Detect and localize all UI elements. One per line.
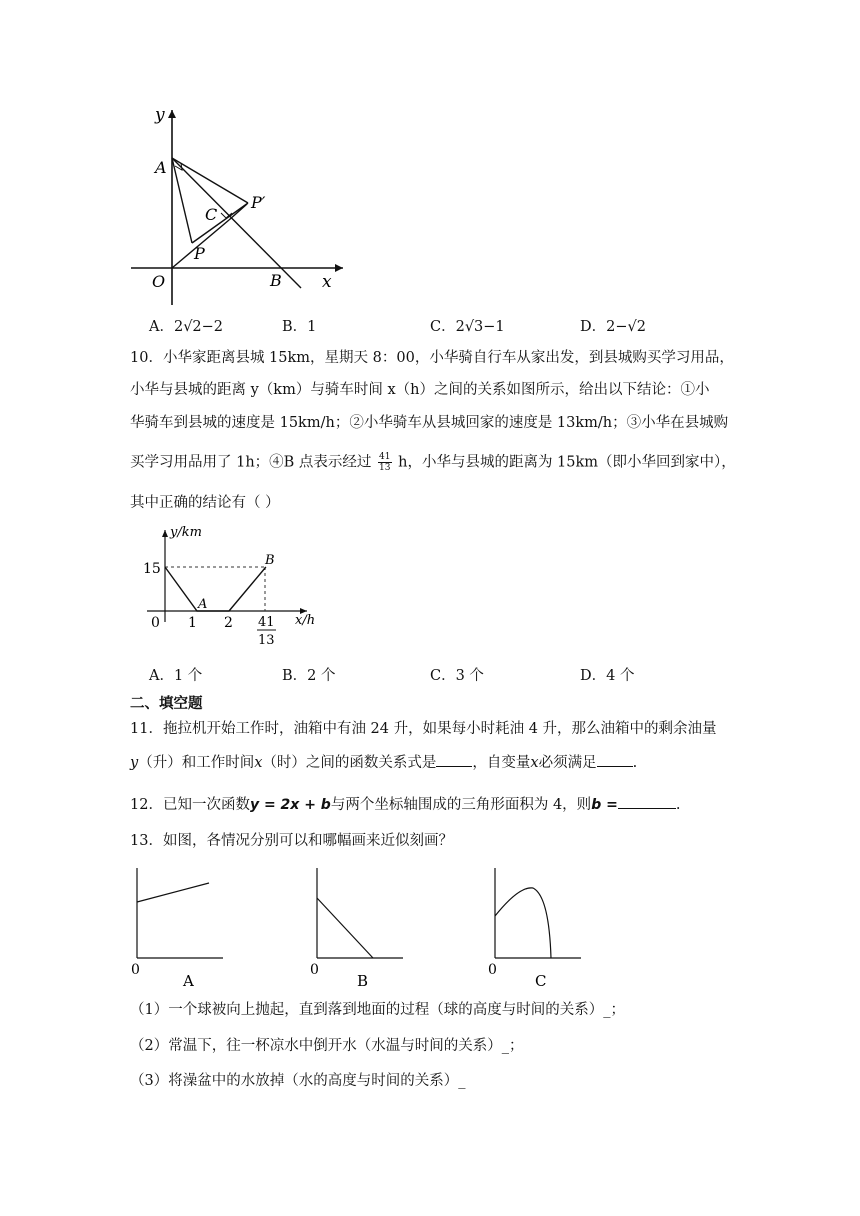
- label-B: B: [270, 271, 282, 290]
- svg-text:A: A: [183, 972, 194, 990]
- label-O: O: [152, 272, 166, 291]
- q10-line-4: [130, 452, 736, 473]
- q9-option-c: C．2√3−1: [430, 319, 505, 335]
- graph-c-curve: [495, 888, 551, 958]
- q10-option-a: A．1 个: [149, 668, 203, 684]
- graph-b-line: [317, 898, 373, 958]
- q12-line: 12．已知一次函数y = 2x + b与两个坐标轴围成的三角形面积为 4，则b = .: [130, 797, 681, 813]
- q10-line-1: 10．小华家距离县城 15km，星期天 8：00，小华骑自行车从家出发，到县城购买学习用品，: [130, 350, 734, 366]
- segment-P-Pprime: [192, 203, 248, 243]
- q13-figure-a: [125, 860, 235, 990]
- series-line: [165, 567, 266, 611]
- fraction-41-13: $\frac{41}{13}$: [379, 452, 391, 473]
- segment-AP: [172, 158, 192, 243]
- q13-item-2: （2）常温下，往一杯凉水中倒开水（水温与时间的关系）_；: [130, 1038, 524, 1054]
- y-axis-arrow-icon: [162, 530, 168, 537]
- q10-line-4b: h，小华与县城的距离为 15km（即小华回到家中），: [398, 454, 736, 471]
- var-y: y: [130, 755, 139, 771]
- q9-option-b: B．1: [282, 319, 317, 335]
- q13-figure-c: [483, 860, 593, 990]
- tick-0: 0: [151, 615, 160, 631]
- answer-blank-1[interactable]: [436, 766, 472, 767]
- q10-line-5: 其中正确的结论有（ ）: [130, 495, 280, 511]
- x-axis-arrow-icon: [335, 264, 343, 272]
- label-A: A: [155, 158, 167, 177]
- tick-2: 2: [224, 615, 233, 631]
- label-x: x: [322, 272, 332, 292]
- var-x: x: [254, 755, 263, 771]
- tick-41-den: 13: [258, 633, 275, 648]
- q10-option-c: C．3 个: [430, 668, 484, 684]
- var-x-2: x: [530, 755, 539, 771]
- label-y: y: [155, 105, 165, 125]
- q10-chart: [135, 520, 325, 655]
- q13-item-1: （1）一个球被向上抛起，直到落到地面的过程（球的高度与时间的关系）_；: [130, 1002, 625, 1018]
- formula-b: b =: [591, 797, 618, 813]
- point-B-label: B: [265, 553, 275, 568]
- point-A-label: A: [198, 597, 208, 612]
- label-C: C: [205, 205, 218, 224]
- q13-title: 13．如图，各情况分别可以和哪幅画来近似刻画？: [130, 833, 453, 849]
- q9-option-d: D．2−√2: [580, 319, 646, 335]
- q13-figure-b: [305, 860, 415, 990]
- q13-item-3: （3）将澡盆中的水放掉（水的高度与时间的关系）_: [130, 1073, 466, 1089]
- q10-line-4a: 买学习用品用了 1h；④B 点表示经过: [130, 454, 372, 471]
- q9-figure: [125, 100, 350, 310]
- answer-blank-3[interactable]: [618, 808, 676, 809]
- label-P-prime: P′: [251, 193, 266, 212]
- tick-1: 1: [188, 615, 197, 631]
- svg-text:B: B: [357, 972, 369, 990]
- svg-text:0: 0: [131, 962, 140, 978]
- section-heading: 二、填空题: [130, 696, 203, 712]
- tick-41-num: 41: [258, 615, 275, 630]
- q11-line-2: y（升）和工作时间x（时）之间的函数关系式是 ，自变量x必须满足 .: [130, 755, 638, 771]
- svg-text:0: 0: [310, 962, 319, 978]
- q10-option-d: D．4 个: [580, 668, 635, 684]
- y-axis-label: y/km: [170, 525, 202, 540]
- svg-text:C: C: [535, 972, 547, 990]
- x-axis-label: x/h: [295, 613, 316, 628]
- q10-option-b: B．2 个: [282, 668, 336, 684]
- q10-line-2: 小华与县城的距离 y（km）与骑车时间 x（h）之间的关系如图所示，给出以下结论：①小: [130, 382, 710, 398]
- svg-text:0: 0: [488, 962, 497, 978]
- q10-line-3: 华骑车到县城的速度是 15km/h；②小华骑车从县城回家的速度是 13km/h；③小华在县城购: [130, 415, 729, 431]
- graph-a-line: [137, 883, 209, 902]
- q11-line-1: 11．拖拉机开始工作时，油箱中有油 24 升，如果每小时耗油 4 升，那么油箱中的剩余油量: [130, 721, 717, 737]
- q9-option-a: A．2√2−2: [149, 319, 224, 335]
- label-P: P: [194, 244, 205, 263]
- answer-blank-2[interactable]: [597, 766, 633, 767]
- tick-15: 15: [143, 561, 161, 577]
- formula: y = 2x + b: [249, 797, 331, 813]
- y-axis-arrow-icon: [168, 110, 176, 118]
